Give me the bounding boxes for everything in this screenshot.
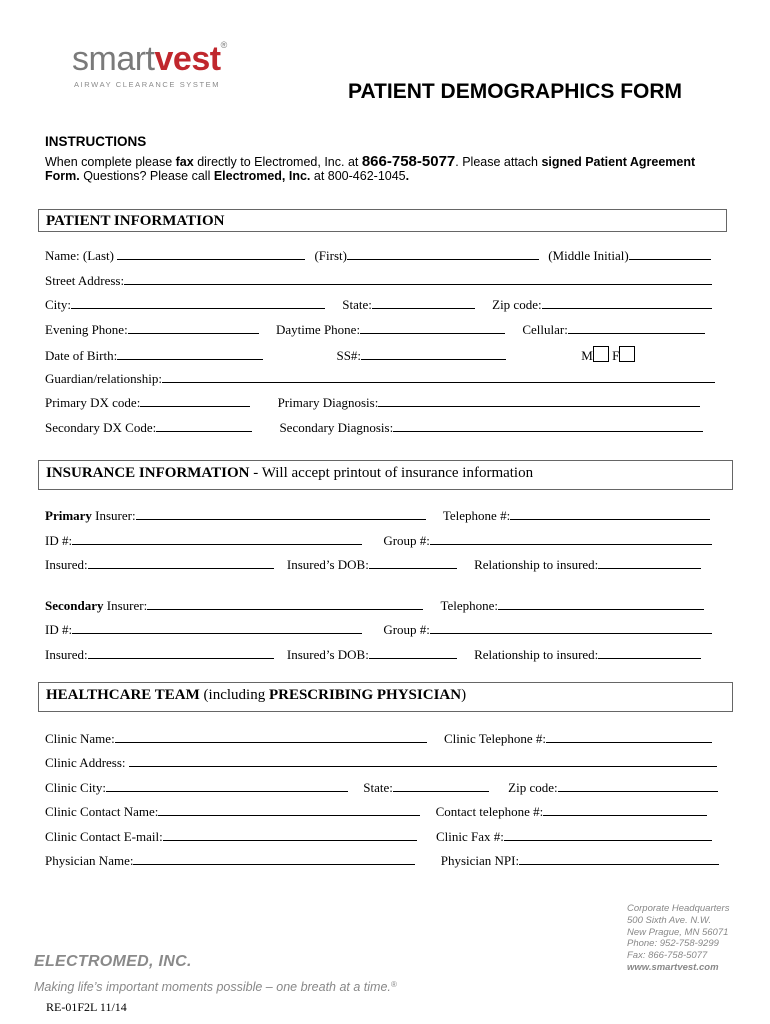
- instr-text: Questions? Please call: [79, 169, 214, 183]
- contact-telephone-label: Contact telephone #:: [435, 804, 544, 819]
- middle-initial-field[interactable]: [629, 248, 711, 260]
- hq-line: 500 Sixth Ave. N.W.: [627, 914, 712, 926]
- clinic-address-label: Clinic Address:: [45, 755, 126, 770]
- clinic-zip-field[interactable]: [558, 780, 718, 792]
- secondary-dx-label: Secondary DX Code:: [45, 420, 157, 435]
- instr-fax-number: 866-758-5077: [361, 153, 456, 170]
- guardian-label: Guardian/relationship:: [45, 371, 162, 386]
- form-code: RE-01F2L 11/14: [46, 1000, 127, 1014]
- clinic-fax-label: Clinic Fax #:: [435, 829, 504, 844]
- logo-registered: ®: [220, 40, 228, 50]
- electromed-logo: ELECTROMED, INC.: [34, 953, 192, 970]
- secondary-label: Secondary: [45, 598, 104, 613]
- instr-period: .: [405, 169, 410, 183]
- primary-telephone-field[interactable]: [510, 508, 710, 520]
- zip-field[interactable]: [542, 297, 712, 309]
- guardian-field[interactable]: [162, 371, 715, 383]
- dob-row: [45, 346, 635, 364]
- primary-diagnosis-field[interactable]: [378, 395, 700, 407]
- phone-row: [45, 322, 705, 338]
- contact-telephone-field[interactable]: [543, 804, 707, 816]
- clinic-name-label: Clinic Name:: [45, 731, 115, 746]
- state-label: State:: [342, 297, 372, 312]
- smartvest-logo: [72, 40, 227, 79]
- logo-word-vest: vest: [154, 40, 221, 78]
- healthcare-heading-physician: PRESCRIBING PHYSICIAN: [268, 687, 462, 703]
- instr-text: . Please attach: [455, 155, 542, 169]
- primary-insured-row: [45, 557, 701, 573]
- secondary-insurer-field[interactable]: [147, 598, 423, 610]
- secondary-insured-row: [45, 647, 701, 663]
- city-field[interactable]: [71, 297, 325, 309]
- clinic-city-row: [45, 780, 718, 796]
- primary-relationship-label: Relationship to insured:: [474, 557, 599, 572]
- physician-name-field[interactable]: [133, 853, 415, 865]
- logo-word-smart: smart: [72, 40, 155, 78]
- clinic-zip-label: Zip code:: [508, 780, 558, 795]
- instructions-line-1: [45, 153, 695, 170]
- primary-id-field[interactable]: [72, 533, 362, 545]
- primary-diagnosis-label: Primary Diagnosis:: [277, 395, 379, 410]
- slogan-registered: ®: [390, 980, 397, 989]
- patient-information-title: PATIENT INFORMATION: [46, 213, 225, 229]
- guardian-row: [45, 371, 715, 387]
- first-name-field[interactable]: [347, 248, 539, 260]
- ss-label: SS#:: [336, 348, 362, 363]
- secondary-id-field[interactable]: [72, 622, 362, 634]
- secondary-group-field[interactable]: [430, 622, 712, 634]
- physician-npi-field[interactable]: [519, 853, 719, 865]
- dob-label: Date of Birth:: [45, 348, 118, 363]
- instructions-line-2: [45, 169, 409, 183]
- clinic-telephone-label: Clinic Telephone #:: [443, 731, 547, 746]
- contact-name-field[interactable]: [158, 804, 420, 816]
- footer-slogan: [34, 980, 397, 994]
- secondary-group-label: Group #:: [383, 622, 430, 637]
- evening-phone-label: Evening Phone:: [45, 322, 128, 337]
- secondary-id-label: ID #:: [45, 622, 73, 637]
- healthcare-heading-end: ): [461, 687, 467, 703]
- hq-line: Corporate Headquarters: [627, 903, 730, 914]
- primary-insured-label: Insured:: [45, 557, 88, 572]
- primary-relationship-field[interactable]: [598, 557, 701, 569]
- evening-phone-field[interactable]: [128, 322, 259, 334]
- page-title: PATIENT DEMOGRAPHICS FORM: [348, 80, 683, 103]
- healthcare-heading-mid: (including: [199, 687, 269, 703]
- patient-information-header: [38, 209, 727, 232]
- website-link[interactable]: www.smartvest.com: [627, 961, 719, 973]
- middle-initial-label: (Middle Initial): [548, 248, 629, 263]
- sex-f-label: F: [612, 348, 620, 363]
- contact-email-label: Clinic Contact E-mail:: [45, 829, 163, 844]
- secondary-insured-dob-label: Insured’s DOB:: [286, 647, 369, 662]
- daytime-phone-label: Daytime Phone:: [275, 322, 361, 337]
- primary-insured-field[interactable]: [88, 557, 274, 569]
- primary-dx-row: [45, 395, 700, 411]
- primary-telephone-label: Telephone #:: [442, 508, 511, 523]
- state-field[interactable]: [372, 297, 475, 309]
- first-name-label: (First): [314, 248, 347, 263]
- instr-text: directly to Electromed, Inc. at: [193, 155, 362, 169]
- instr-text: When complete please: [45, 155, 176, 169]
- clinic-telephone-field[interactable]: [546, 731, 712, 743]
- healthcare-team-header: [38, 682, 733, 712]
- zip-label: Zip code:: [492, 297, 542, 312]
- contact-name-row: [45, 804, 707, 820]
- sex-m-label: M: [581, 348, 593, 363]
- street-row: [45, 273, 712, 289]
- primary-id-row: [45, 533, 712, 549]
- clinic-name-field[interactable]: [115, 731, 427, 743]
- headquarters-address: [627, 903, 729, 974]
- instr-agreement: signed Patient Agreement: [541, 155, 696, 169]
- street-field[interactable]: [124, 273, 712, 285]
- secondary-relationship-label: Relationship to insured:: [474, 647, 599, 662]
- primary-insurer-row: [45, 508, 710, 524]
- primary-group-label: Group #:: [383, 533, 430, 548]
- hq-line: Fax: 866-758-5077: [627, 950, 708, 962]
- secondary-telephone-label: Telephone:: [440, 598, 499, 613]
- secondary-dx-row: [45, 420, 703, 436]
- clinic-state-field[interactable]: [393, 780, 489, 792]
- contact-name-label: Clinic Contact Name:: [45, 804, 159, 819]
- cellular-label: Cellular:: [522, 322, 568, 337]
- contact-email-field[interactable]: [163, 829, 417, 841]
- hq-line: New Prague, MN 56071: [627, 926, 729, 938]
- contact-email-row: [45, 829, 712, 845]
- secondary-diagnosis-label: Secondary Diagnosis:: [279, 420, 394, 435]
- hq-line: Phone: 952-758-9299: [627, 938, 719, 950]
- insurance-information-header: [38, 460, 733, 490]
- physician-name-label: Physician Name:: [45, 853, 134, 868]
- cellular-field[interactable]: [568, 322, 705, 334]
- instr-form: Form.: [45, 169, 80, 183]
- primary-group-field[interactable]: [430, 533, 712, 545]
- secondary-insured-dob-field[interactable]: [369, 647, 457, 659]
- secondary-id-row: [45, 622, 712, 638]
- instr-phone: at 800-462-1045: [310, 169, 406, 183]
- daytime-phone-field[interactable]: [360, 322, 505, 334]
- secondary-relationship-field[interactable]: [598, 647, 701, 659]
- clinic-address-field[interactable]: [129, 755, 717, 767]
- last-name-label: Name: (Last): [45, 248, 114, 263]
- secondary-diagnosis-field[interactable]: [393, 420, 703, 432]
- primary-insurer-field[interactable]: [136, 508, 426, 520]
- street-label: Street Address:: [45, 273, 125, 288]
- patient-name-row: [45, 248, 711, 264]
- insurance-heading-rest: - Will accept printout of insurance information: [249, 465, 534, 481]
- primary-insured-dob-field[interactable]: [369, 557, 457, 569]
- logo-tagline: AIRWAY CLEARANCE SYSTEM: [74, 80, 221, 89]
- city-row: [45, 297, 712, 313]
- clinic-address-row: [45, 755, 717, 771]
- physician-npi-label: Physician NPI:: [440, 853, 520, 868]
- clinic-city-field[interactable]: [106, 780, 348, 792]
- dob-field[interactable]: [117, 348, 263, 360]
- clinic-name-row: [45, 731, 712, 747]
- secondary-dx-field[interactable]: [156, 420, 252, 432]
- last-name-field[interactable]: [117, 248, 305, 260]
- secondary-insured-field[interactable]: [88, 647, 274, 659]
- primary-insurer-label: Insurer:: [91, 508, 136, 523]
- instr-company: Electromed, Inc.: [213, 169, 311, 183]
- city-label: City:: [45, 297, 72, 312]
- insurance-information-title: [46, 465, 533, 482]
- sex-m-checkbox[interactable]: [593, 346, 609, 362]
- healthcare-heading-bold: HEALTHCARE TEAM: [46, 687, 200, 703]
- healthcare-team-title: [46, 687, 466, 704]
- ss-field[interactable]: [361, 348, 506, 360]
- physician-row: [45, 853, 719, 869]
- instr-fax: fax: [175, 155, 194, 169]
- secondary-insurer-row: [45, 598, 704, 614]
- primary-dx-field[interactable]: [140, 395, 250, 407]
- sex-f-checkbox[interactable]: [619, 346, 635, 362]
- instructions-heading: INSTRUCTIONS: [45, 134, 147, 149]
- primary-id-label: ID #:: [45, 533, 73, 548]
- secondary-telephone-field[interactable]: [498, 598, 704, 610]
- insurance-heading-bold: INSURANCE INFORMATION: [46, 465, 250, 481]
- clinic-state-label: State:: [363, 780, 393, 795]
- clinic-city-label: Clinic City:: [45, 780, 107, 795]
- primary-label: Primary: [45, 508, 92, 523]
- secondary-insurer-label: Insurer:: [103, 598, 148, 613]
- secondary-insured-label: Insured:: [45, 647, 88, 662]
- clinic-fax-field[interactable]: [504, 829, 712, 841]
- primary-insured-dob-label: Insured’s DOB:: [286, 557, 369, 572]
- slogan-text: Making life’s important moments possible – one breath at a time.: [34, 980, 391, 994]
- primary-dx-label: Primary DX code:: [45, 395, 141, 410]
